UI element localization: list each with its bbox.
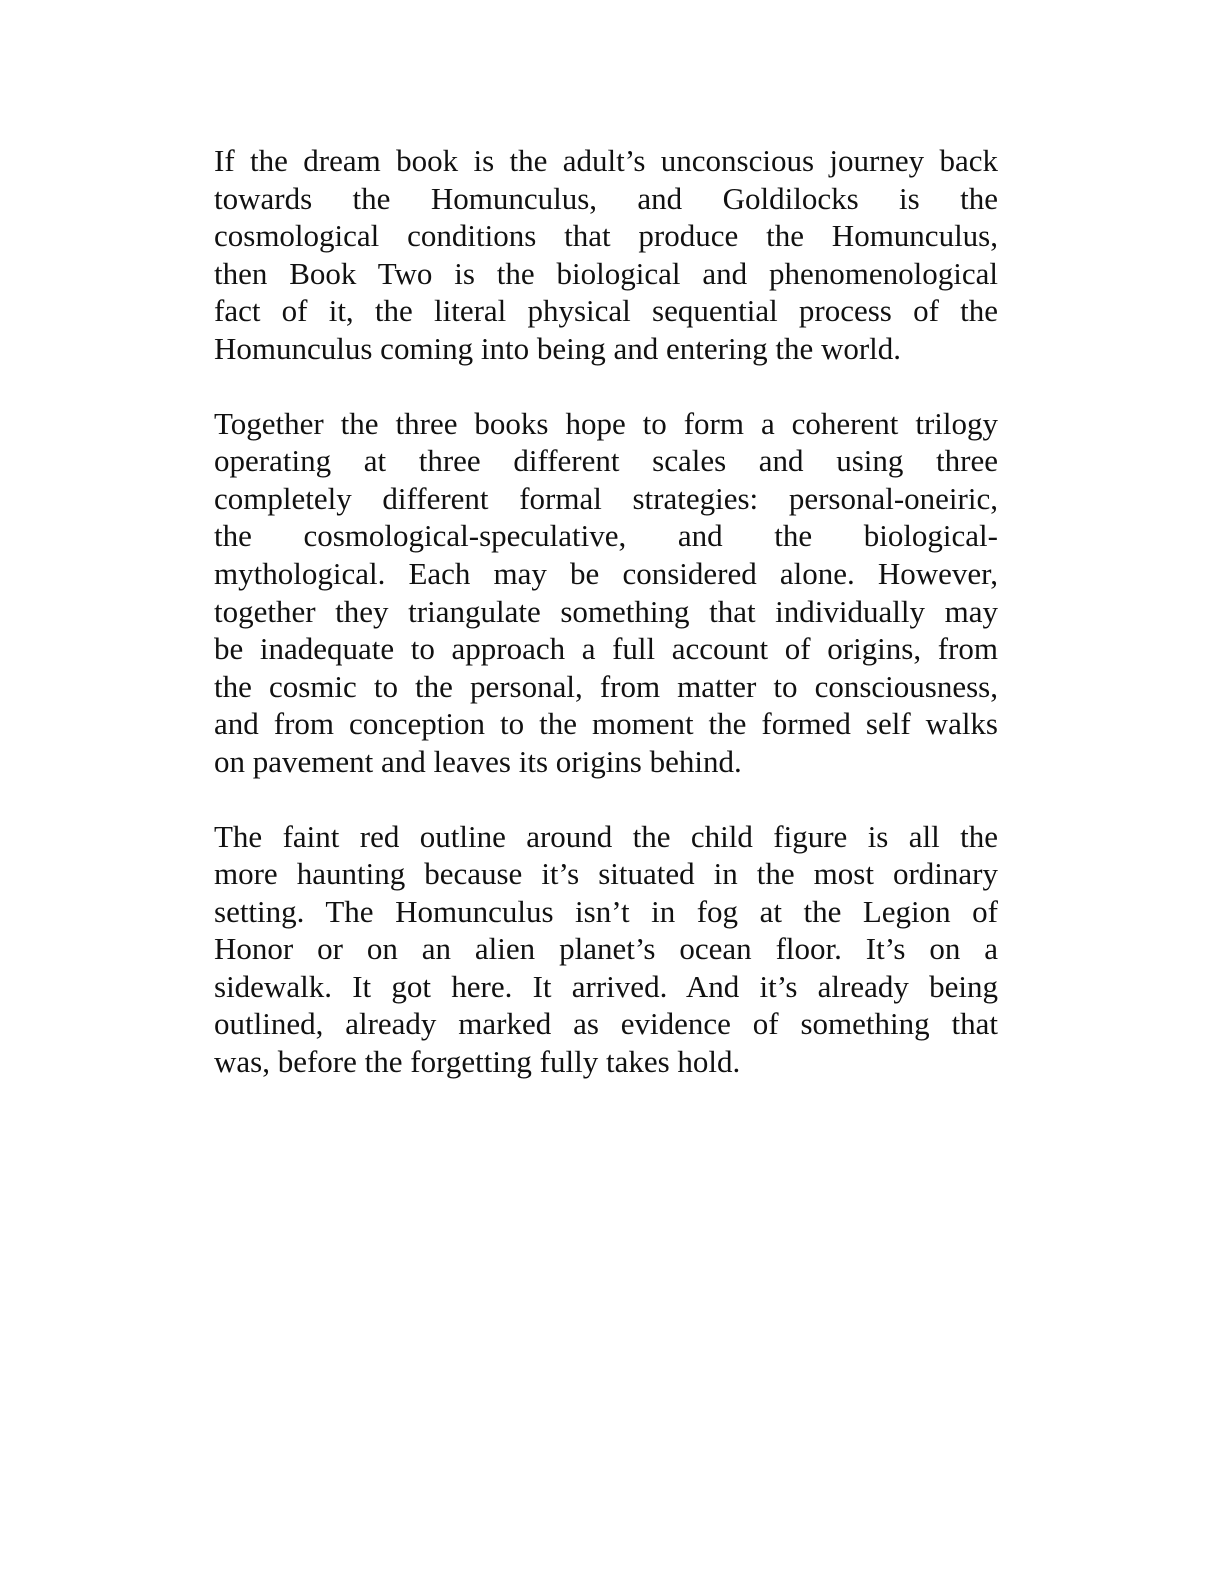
text-line: on pavement and leaves its origins behind.	[214, 743, 742, 779]
body-text	[214, 142, 998, 1081]
paragraph-red-outline	[214, 818, 998, 1081]
text-line: cosmological conditions that produce the Homunculus,	[214, 218, 998, 254]
paragraph-trilogy	[214, 405, 998, 781]
text-line: the cosmic to the personal, from matter to consciousness,	[214, 668, 998, 704]
text-line: the cosmological-speculative, and the biological-	[214, 518, 998, 554]
text-line: Together the three books hope to form a coherent trilogy	[214, 405, 998, 441]
text-line: was, before the forgetting fully takes hold.	[214, 1044, 741, 1080]
text-line: sidewalk. It got here. It arrived. And it’s already being	[214, 968, 998, 1004]
text-line: setting. The Homunculus isn’t in fog at the Legion of	[214, 893, 998, 929]
text-line: and from conception to the moment the formed self walks	[214, 706, 998, 742]
text-line: mythological. Each may be considered alone. However,	[214, 555, 998, 591]
paragraph-dream-book	[214, 142, 998, 368]
text-line: then Book Two is the biological and phenomenological	[214, 255, 998, 291]
text-line: The faint red outline around the child figure is all the	[214, 818, 998, 854]
text-line: operating at three different scales and using three	[214, 443, 998, 479]
text-line: be inadequate to approach a full account of origins, from	[214, 631, 998, 667]
text-line: outlined, already marked as evidence of something that	[214, 1006, 998, 1042]
text-line: fact of it, the literal physical sequential process of the	[214, 293, 998, 329]
text-line: completely different formal strategies: personal-oneiric,	[214, 480, 998, 516]
text-line: towards the Homunculus, and Goldilocks is the	[214, 180, 998, 216]
text-line: together they triangulate something that individually may	[214, 593, 998, 629]
text-line: If the dream book is the adult’s unconscious journey back	[214, 143, 998, 178]
text-line: more haunting because it’s situated in the most ordinary	[214, 856, 998, 892]
text-line: Homunculus coming into being and entering the world.	[214, 330, 902, 366]
text-line: Honor or on an alien planet’s ocean floor. It’s on a	[214, 931, 998, 967]
